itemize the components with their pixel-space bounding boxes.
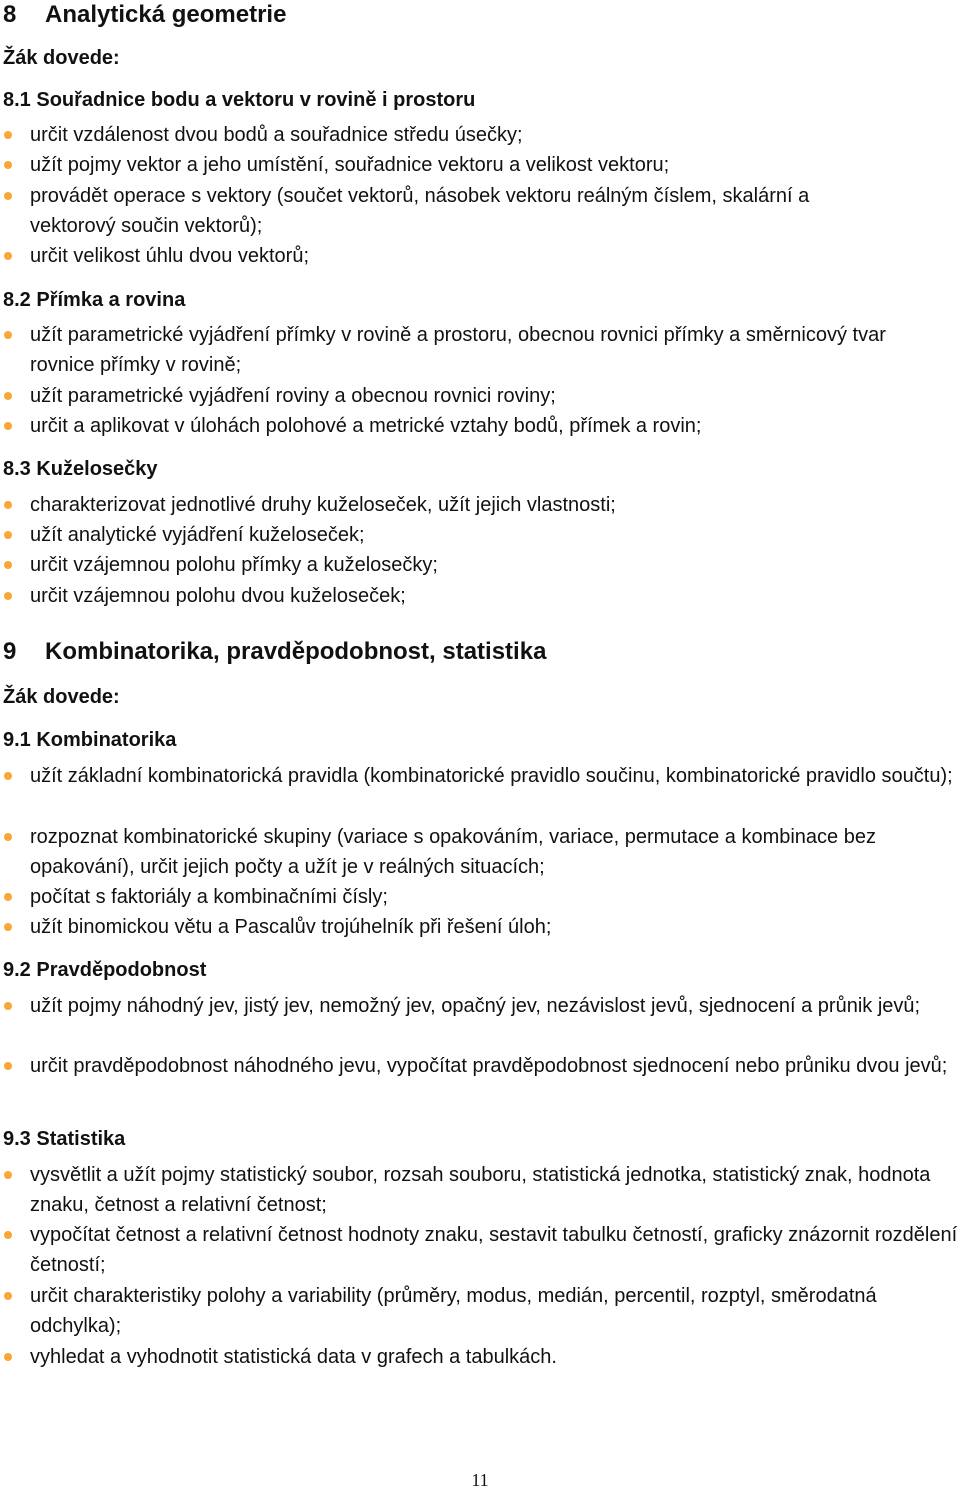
bullet-icon — [4, 1292, 12, 1300]
bullet-icon — [4, 392, 12, 400]
list-item-text: vyhledat a vyhodnotit statistická data v grafech a tabulkách. — [30, 1346, 557, 1368]
list-item — [30, 991, 958, 1021]
bullet-icon — [4, 161, 12, 169]
list-item — [30, 1051, 958, 1081]
list-item — [30, 1160, 958, 1220]
list-item — [30, 1281, 958, 1341]
bullet-icon — [4, 893, 12, 901]
bullet-icon — [4, 1002, 12, 1010]
pupil-label: Žák dovede: — [3, 47, 120, 69]
list-item-text: charakterizovat jednotlivé druhy kuželoseček, užít jejich vlastnosti; — [30, 494, 616, 516]
list-item-text: určit vzájemnou polohu dvou kuželoseček; — [30, 585, 406, 607]
page-number: 11 — [471, 1470, 489, 1490]
bullet-icon — [4, 501, 12, 509]
chapter-heading — [3, 637, 546, 667]
bullet-icon — [4, 923, 12, 931]
bullet-icon — [4, 833, 12, 841]
list-item-text: vypočítat četnost a relativní četnost hodnoty znaku, sestavit tabulku četností, graficky znázornit rozdělení četností; — [30, 1224, 958, 1276]
list-item — [30, 411, 958, 441]
list-item — [30, 120, 958, 150]
list-item — [30, 150, 958, 180]
list-item-text: užít parametrické vyjádření roviny a obecnou rovnici roviny; — [30, 385, 556, 407]
section-heading: 8.1 Souřadnice bodu a vektoru v rovině i prostoru — [3, 89, 476, 111]
chapter-title-text: Kombinatorika, pravděpodobnost, statistika — [45, 638, 547, 665]
list-item — [30, 761, 958, 791]
list-item — [30, 822, 958, 882]
list-item-text: určit charakteristiky polohy a variability (průměry, modus, medián, percentil, rozptyl, směrodatná odchylka); — [30, 1285, 877, 1337]
list-item-text: určit vzájemnou polohu přímky a kuželosečky; — [30, 554, 438, 576]
list-item — [30, 912, 958, 942]
bullet-icon — [4, 422, 12, 430]
bullet-icon — [4, 592, 12, 600]
bullet-icon — [4, 561, 12, 569]
bullet-icon — [4, 772, 12, 780]
list-item-text: užít pojmy vektor a jeho umístění, souřadnice vektoru a velikost vektoru; — [30, 154, 670, 176]
list-item-text: určit a aplikovat v úlohách polohové a metrické vztahy bodů, přímek a rovin; — [30, 415, 702, 437]
list-item — [30, 490, 958, 520]
bullet-icon — [4, 131, 12, 139]
list-item — [30, 1220, 958, 1280]
list-item — [30, 550, 958, 580]
list-item — [30, 320, 940, 380]
pupil-label: Žák dovede: — [3, 686, 120, 708]
list-item-text: užít binomickou větu a Pascalův trojúhelník při řešení úloh; — [30, 916, 552, 938]
chapter-number: 9 — [3, 638, 17, 665]
section-heading: 9.3 Statistika — [3, 1128, 126, 1150]
list-item-text: užít pojmy náhodný jev, jistý jev, nemožný jev, opačný jev, nezávislost jevů, sjednocení a průnik jevů; — [30, 995, 921, 1017]
list-item-text: užít parametrické vyjádření přímky v rovině a prostoru, obecnou rovnici přímky a směrnicový tvar rovnice přímky v rovině; — [30, 324, 886, 376]
list-item — [30, 520, 958, 550]
section-heading: 9.2 Pravděpodobnost — [3, 959, 207, 981]
section-heading: 8.3 Kuželosečky — [3, 458, 158, 480]
section-heading: 8.2 Přímka a rovina — [3, 289, 186, 311]
list-item — [30, 381, 958, 411]
bullet-icon — [4, 1171, 12, 1179]
bullet-icon — [4, 1062, 12, 1070]
bullet-icon — [4, 252, 12, 260]
section-heading: 9.1 Kombinatorika — [3, 729, 177, 751]
bullet-icon — [4, 192, 12, 200]
list-item-text: provádět operace s vektory (součet vektorů, násobek vektoru reálným číslem, skalární a vektorový součin vektorů); — [30, 185, 810, 237]
list-item-text: počítat s faktoriály a kombinačními čísly; — [30, 886, 388, 908]
list-item-text: určit velikost úhlu dvou vektorů; — [30, 245, 310, 267]
bullet-icon — [4, 531, 12, 539]
list-item-text: vysvětlit a užít pojmy statistický soubor, rozsah souboru, statistická jednotka, statistický znak, hodnota znaku, četnost a relativní četnost; — [30, 1164, 931, 1216]
list-item-text: užít analytické vyjádření kuželoseček; — [30, 524, 365, 546]
bullet-icon — [4, 1231, 12, 1239]
list-item — [30, 581, 958, 611]
list-item — [30, 1342, 958, 1372]
list-item-text: užít základní kombinatorická pravidla (kombinatorické pravidlo součinu, kombinatorické pravidlo součtu); — [30, 765, 953, 787]
chapter-heading — [3, 0, 286, 30]
chapter-number: 8 — [3, 1, 17, 28]
list-item-text: určit pravděpodobnost náhodného jevu, vypočítat pravděpodobnost sjednocení nebo průniku dvou jevů; — [30, 1055, 948, 1077]
list-item-text: rozpoznat kombinatorické skupiny (variace s opakováním, variace, permutace a kombinace bez opakování), určit jejich počty a užít je v reálných situacích; — [30, 826, 876, 878]
bullet-icon — [4, 331, 12, 339]
list-item-text: určit vzdálenost dvou bodů a souřadnice středu úsečky; — [30, 124, 523, 146]
list-item — [30, 882, 958, 912]
list-item — [30, 241, 958, 271]
bullet-icon — [4, 1353, 12, 1361]
list-item — [30, 181, 880, 241]
chapter-title-text: Analytická geometrie — [45, 1, 287, 28]
